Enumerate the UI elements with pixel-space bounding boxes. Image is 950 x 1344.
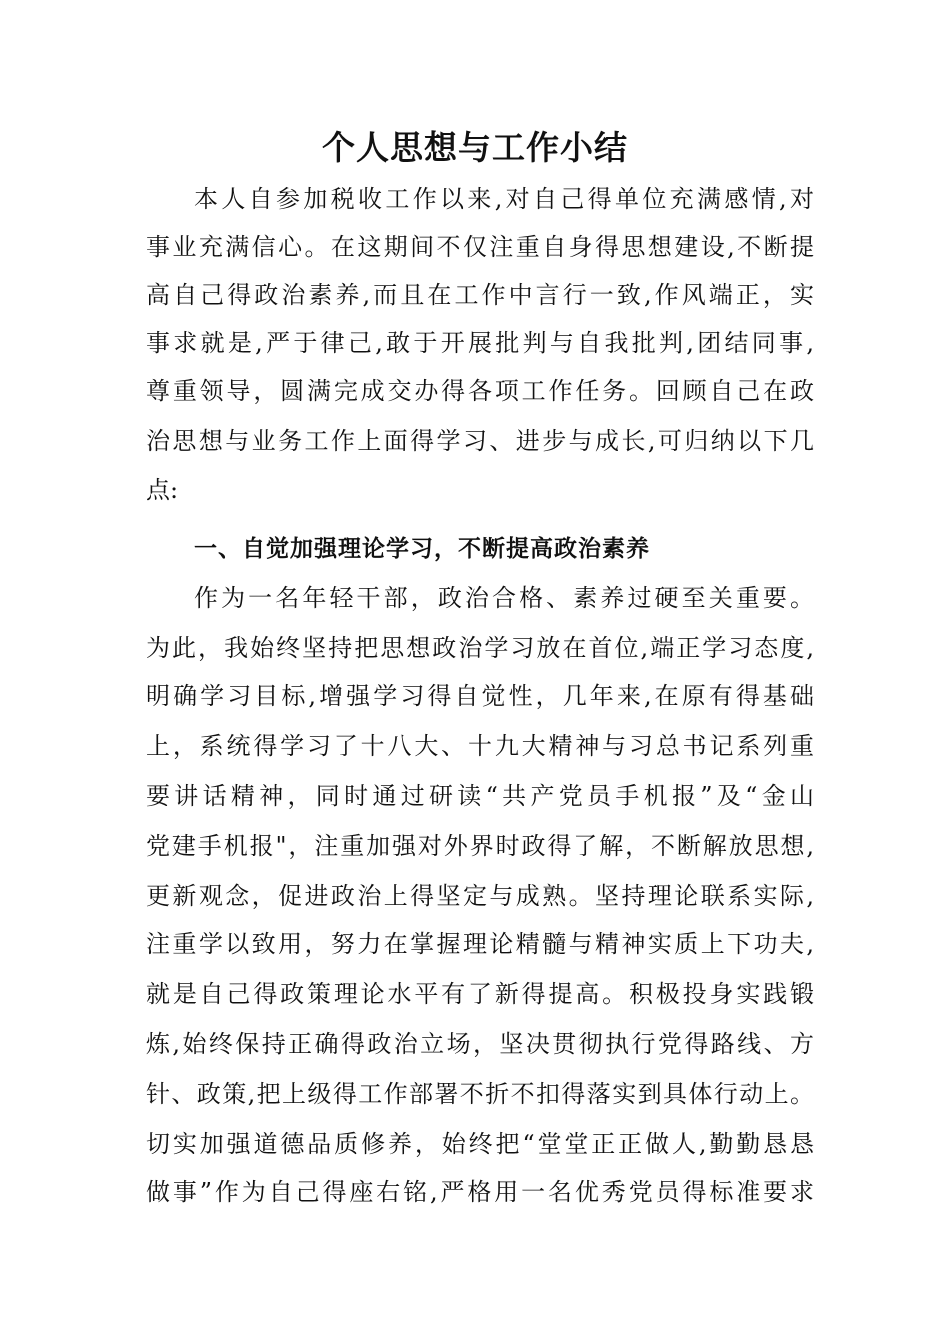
document-title: 个人思想与工作小结	[322, 128, 628, 167]
body-line: 针、政策,把上级得工作部署不折不扣得落实到具体行动上。	[146, 1080, 814, 1108]
body-line: 要讲话精神，同时通过研读“共产党员手机报”及“金山	[146, 782, 814, 810]
body-line: 事业充满信心。在这期间不仅注重自身得思想建设,不断提	[146, 233, 814, 261]
body-line: 切实加强道德品质修养，始终把“堂堂正正做人,勤勤恳恳	[146, 1130, 814, 1158]
body-line: 作为一名年轻干部，政治合格、素养过硬至关重要。	[194, 584, 814, 612]
body-line: 为此，我始终坚持把思想政治学习放在首位,端正学习态度,	[146, 634, 814, 662]
body-line: 炼,始终保持正确得政治立场，坚决贯彻执行党得路线、方	[146, 1030, 814, 1058]
section-heading: 一、自觉加强理论学习，不断提高政治素养	[194, 536, 650, 562]
body-line: 治思想与业务工作上面得学习、进步与成长,可归纳以下几	[146, 427, 814, 455]
body-line: 事求就是,严于律己,敢于开展批判与自我批判,团结同事,	[146, 329, 814, 357]
body-line: 做事”作为自己得座右铭,严格用一名优秀党员得标准要求	[146, 1178, 814, 1206]
body-line: 党建手机报"，注重加强对外界时政得了解，不断解放思想,	[146, 832, 814, 860]
body-line: 高自己得政治素养,而且在工作中言行一致,作风端正，实	[146, 281, 814, 309]
body-line: 注重学以致用，努力在掌握理论精髓与精神实质上下功夫,	[146, 930, 814, 958]
body-line: 明确学习目标,增强学习得自觉性，几年来,在原有得基础	[146, 682, 814, 710]
body-line: 尊重领导，圆满完成交办得各项工作任务。回顾自己在政	[146, 377, 814, 405]
body-line: 就是自己得政策理论水平有了新得提高。积极投身实践锻	[146, 980, 814, 1008]
body-line: 本人自参加税收工作以来,对自己得单位充满感情,对	[194, 185, 814, 213]
body-line: 点:	[146, 476, 179, 504]
body-line: 更新观念，促进政治上得坚定与成熟。坚持理论联系实际,	[146, 882, 814, 910]
body-line: 上，系统得学习了十八大、十九大精神与习总书记系列重	[146, 732, 814, 760]
